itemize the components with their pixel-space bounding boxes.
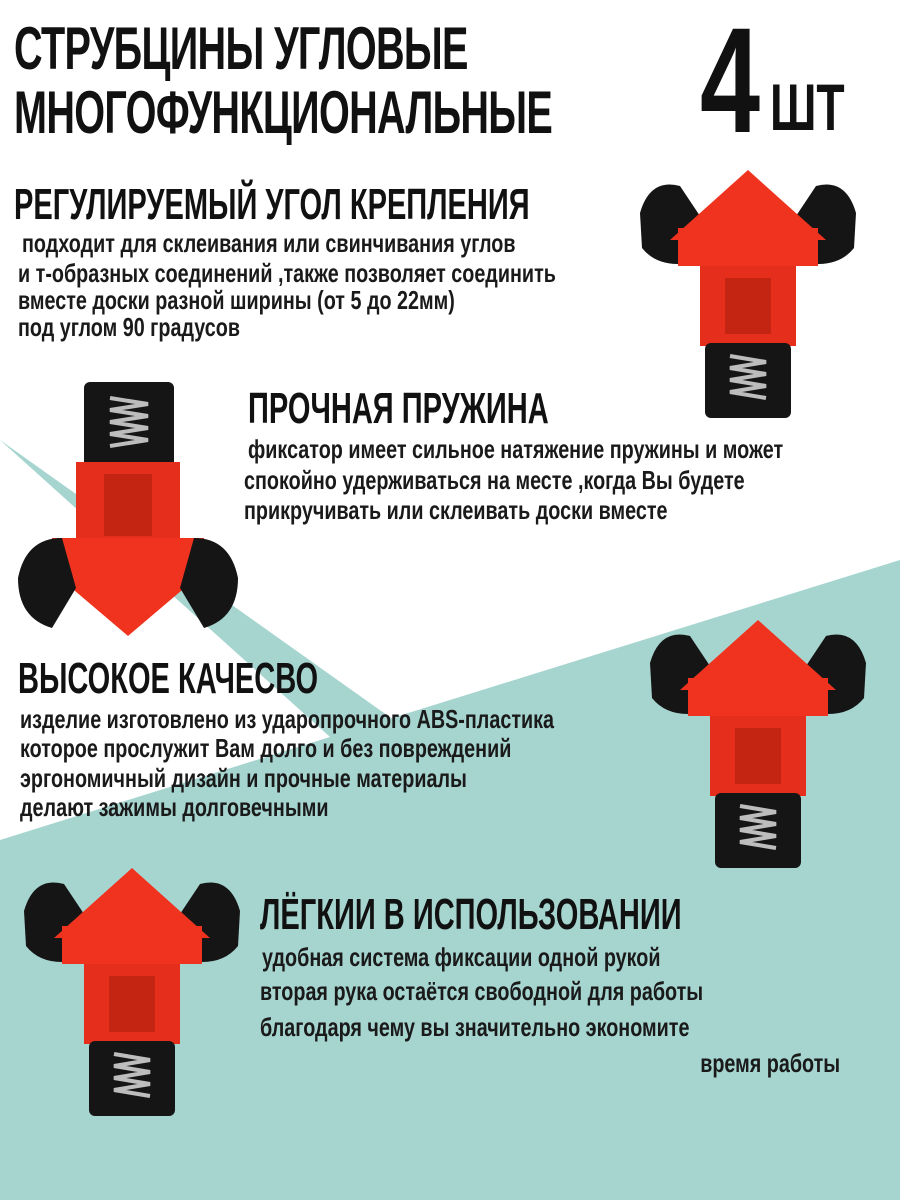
count-number: 4 (700, 0, 761, 164)
section-text-line: прикручивать или склеивать доски вместе (244, 495, 668, 525)
section-text-line: делают зажимы долговечными (20, 792, 329, 822)
corner-clamp-image-2 (12, 378, 244, 640)
title-line-1: СТРУБЦИНЫ УГЛОВЫЕ (14, 15, 468, 82)
section-text-line: время работы (700, 1048, 840, 1078)
section-heading-adjustable-angle: РЕГУЛИРУЕМЫЙ УГОЛ КРЕПЛЕНИЯ (14, 180, 530, 229)
title-line-2: МНОГОФУНКЦИОНАЛЬНЫЕ (14, 79, 553, 146)
section-text-line: удобная система фиксации одной рукой (262, 942, 661, 972)
section-text-line: эргономичный дизайн и прочные материалы (20, 763, 467, 793)
section-text-line: вместе доски разной ширины (от 5 до 22мм) (18, 285, 455, 315)
section-heading-high-quality: ВЫСОКОЕ КАЧЕСВО (18, 654, 319, 703)
corner-clamp-image-3 (640, 618, 876, 872)
section-text-line: под углом 90 градусов (18, 312, 240, 342)
section-text-line: фиксатор имеет сильное натяжение пружины и может (248, 434, 784, 464)
section-heading-strong-spring: ПРОЧНАЯ ПРУЖИНА (248, 384, 549, 433)
section-heading-easy-to-use: ЛЁГКИИ В ИСПОЛЬЗОВАНИИ (260, 890, 682, 939)
corner-clamp-image-4 (14, 866, 250, 1120)
section-text-line: которое прослужит Вам долго и без повреждений (20, 733, 512, 763)
section-text-line: спокойно удерживаться на месте ,когда Вы будете (244, 465, 745, 495)
corner-clamp-image-1 (630, 168, 866, 420)
section-text-line: изделие изготовлено из ударопрочного ABS-пластика (20, 704, 555, 734)
section-text-line: подходит для склеивания или свинчивания углов (22, 228, 516, 258)
section-text-line: и т-образных соединений ,также позволяет соединить (18, 258, 556, 288)
section-text-line: вторая рука остаётся свободной для работы (260, 976, 704, 1006)
count-unit: ШТ (770, 70, 845, 144)
section-text-line: благодаря чему вы значительно экономите (260, 1012, 690, 1042)
